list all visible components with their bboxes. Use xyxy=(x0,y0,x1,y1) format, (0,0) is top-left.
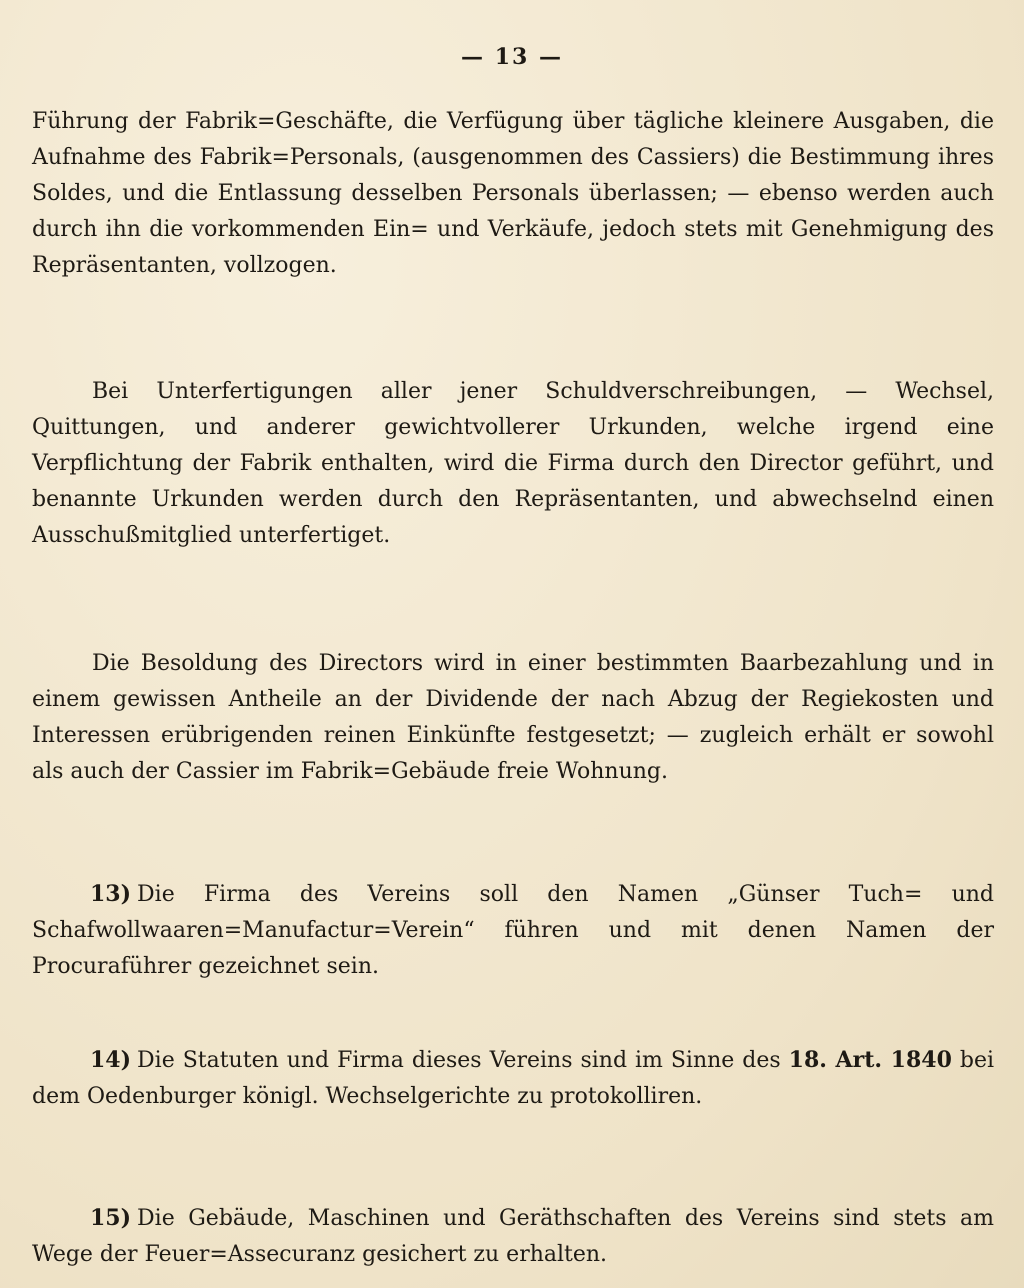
paragraph-body: Die Besoldung des Directors wird in einer bestimmten Baarbezahlung und in einem gewissen Antheile an der Dividende der nach Abzug der Regiekosten und Interessen erübrigenden reinen Einkünfte festgesetzt; — zugleich erhält er sowohl als auch der Cassier im Fabrik=Gebäude freie Wohnung. xyxy=(32,651,994,784)
paragraph-body: Die Gebäude, Maschinen und Geräthschaften des Vereins sind stets am Wege der Feuer=Assecuranz gesichert zu erhalten. xyxy=(32,1206,994,1267)
paragraph-text xyxy=(32,374,994,554)
paragraph-body: Bei Unterfertigungen aller jener Schuldverschreibungen, — Wechsel, Quittungen, und anderer gewichtvollerer Urkunden, welche irgend eine Verpflichtung der Fabrik enthalten, wird die Firma durch den Director geführt, und benannte Urkunden werden durch den Repräsentanten, und abwechselnd einen Ausschußmitglied unterfertiget. xyxy=(32,379,994,548)
paragraph-text xyxy=(32,646,994,790)
paragraph-signatures xyxy=(32,374,994,554)
article-number: 13) xyxy=(90,881,132,907)
paragraph-director-duties xyxy=(32,104,994,284)
paragraph-text xyxy=(32,1200,994,1273)
paragraph-body-end: bei dem Oedenburger königl. Wechselgerichte zu protokolliren. xyxy=(32,1048,994,1109)
article-15 xyxy=(32,1200,994,1273)
page-number: — 13 — xyxy=(461,44,563,70)
law-reference: 18. Art. 1840 xyxy=(788,1047,952,1073)
article-number: 15) xyxy=(90,1205,132,1231)
article-number: 14) xyxy=(90,1047,132,1073)
paragraph-body-start: Die Statuten und Firma dieses Vereins sind im Sinne des xyxy=(137,1048,781,1073)
article-13 xyxy=(32,876,994,985)
paragraph-director-salary xyxy=(32,646,994,790)
paragraph-text xyxy=(32,876,994,985)
paragraph-body: Die Firma des Vereins soll den Namen „Günser Tuch= und Schafwollwaaren=Manufactur=Verein“ führen und mit denen Namen der Procuraführer gezeichnet sein. xyxy=(32,882,994,979)
paragraph-text: Führung der Fabrik=Geschäfte, die Verfügung über tägliche kleinere Ausgaben, die Aufnahme des Fabrik=Personals, (ausgenommen des Cassiers) die Bestimmung ihres Soldes, und die Entlassung desselben Personals überlassen; — ebenso werden auch durch ihn die vorkommenden Ein= und Verkäufe, jedoch stets mit Genehmigung des Repräsentanten, vollzogen. xyxy=(32,109,994,278)
article-14 xyxy=(32,1042,994,1115)
paragraph-text xyxy=(32,1042,994,1115)
